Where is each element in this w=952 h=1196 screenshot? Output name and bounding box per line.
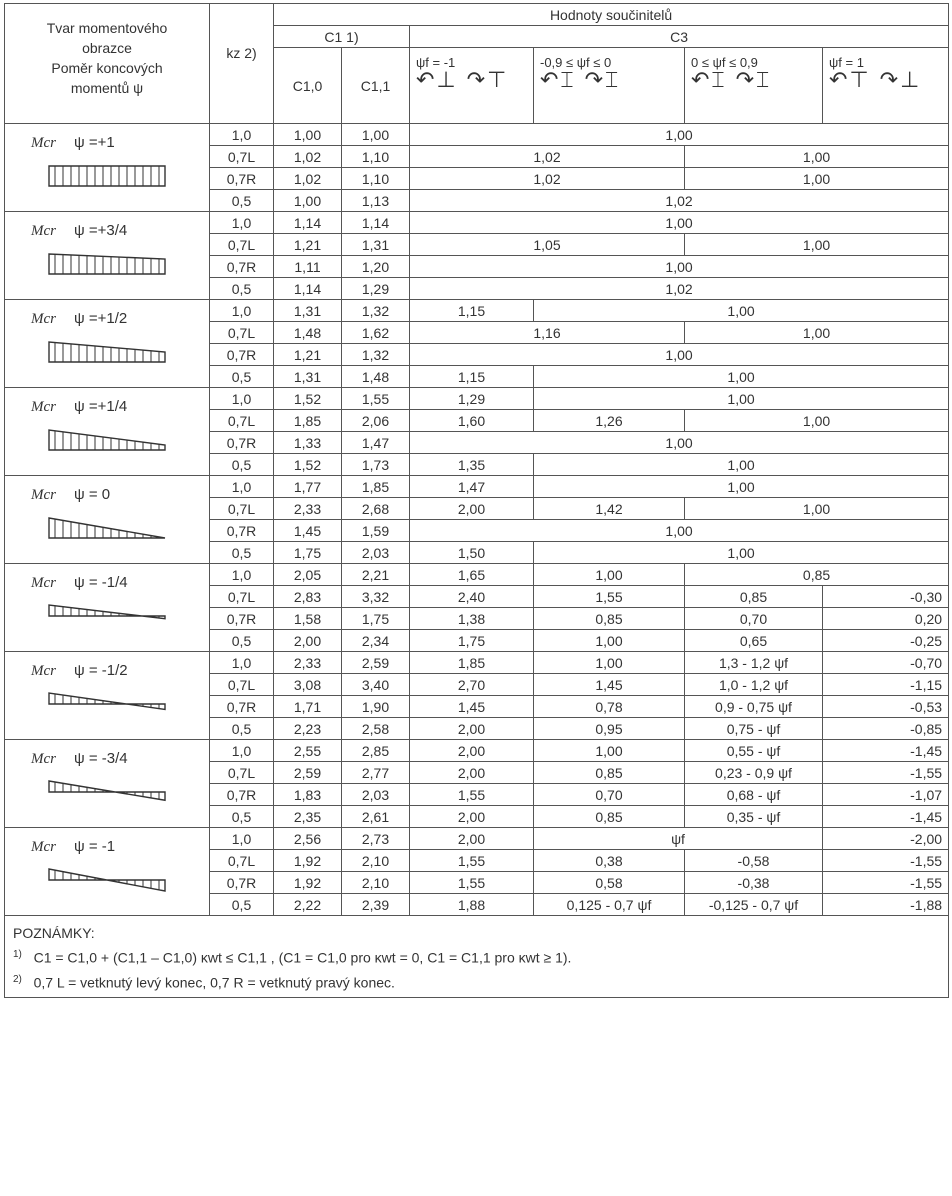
moment-label: [7, 310, 207, 328]
moment-diagram-cell: [5, 828, 210, 916]
c10-cell: 2,33: [274, 498, 342, 520]
c3-cell: 0,125 - 0,7 ψf: [534, 894, 685, 916]
moment-diagram-cell: [5, 652, 210, 740]
moment-diagram-cell: [5, 124, 210, 212]
support-icons-2: ↶⌶ ↷⌶: [540, 68, 621, 93]
c3-cell: 1,00: [534, 564, 685, 586]
c3-cell: 0,20: [823, 608, 949, 630]
kz-cell: 0,5: [210, 278, 274, 300]
moment-diagram-icon: [47, 420, 167, 460]
c10-cell: 1,48: [274, 322, 342, 344]
kz-cell: 1,0: [210, 300, 274, 322]
c3-cell: -0,38: [685, 872, 823, 894]
c3-cell: 1,0 - 1,2 ψf: [685, 674, 823, 696]
c3-cell: 1,00: [685, 410, 949, 432]
c11-cell: 1,13: [342, 190, 410, 212]
c10-cell: 1,00: [274, 124, 342, 146]
c10-cell: 1,21: [274, 344, 342, 366]
c10-cell: 1,58: [274, 608, 342, 630]
kz-cell: 0,7R: [210, 784, 274, 806]
c11-cell: 2,68: [342, 498, 410, 520]
c11-cell: 1,10: [342, 146, 410, 168]
c10-cell: 2,22: [274, 894, 342, 916]
mcr-label: Mcr: [31, 135, 56, 151]
c3-cell: 1,00: [685, 322, 949, 344]
header-c3-col-2: [534, 48, 685, 124]
c3-cell: 1,55: [410, 784, 534, 806]
c3-cell: 1,55: [410, 850, 534, 872]
header-kz: kz 2): [210, 4, 274, 124]
c3-cell: 1,00: [410, 212, 949, 234]
coefficient-table-page: [4, 3, 948, 998]
moment-label: [7, 662, 207, 680]
kz-cell: 0,7L: [210, 410, 274, 432]
table-body: [5, 124, 949, 916]
notes-title: POZNÁMKY:: [13, 925, 95, 941]
notes-row: [5, 916, 949, 998]
c10-cell: 2,33: [274, 652, 342, 674]
psi-ratio-label: ψ = -1/2: [74, 662, 128, 679]
c3-cell: 1,15: [410, 366, 534, 388]
c3-cell: 2,00: [410, 806, 534, 828]
c11-cell: 1,10: [342, 168, 410, 190]
c10-cell: 2,05: [274, 564, 342, 586]
c3-cell: 1,00: [534, 476, 949, 498]
c3-cell: 1,29: [410, 388, 534, 410]
c3-cell: 0,95: [534, 718, 685, 740]
c11-cell: 1,55: [342, 388, 410, 410]
c3-cell: 1,02: [410, 168, 685, 190]
mcr-label: Mcr: [31, 575, 56, 591]
c3-cell: 1,00: [534, 542, 949, 564]
psi-ratio-label: ψ =+3/4: [74, 222, 128, 239]
c10-cell: 1,31: [274, 300, 342, 322]
moment-diagram-icon: [47, 772, 167, 812]
c3-cell: -0,30: [823, 586, 949, 608]
c11-cell: 2,85: [342, 740, 410, 762]
kz-cell: 1,0: [210, 828, 274, 850]
c3-cell: 2,40: [410, 586, 534, 608]
header-shape-line-1: Tvar momentového: [46, 20, 168, 36]
c11-cell: 1,85: [342, 476, 410, 498]
moment-diagram-icon: [47, 332, 167, 372]
kz-cell: 0,5: [210, 894, 274, 916]
c10-cell: 1,52: [274, 388, 342, 410]
c10-cell: 1,14: [274, 212, 342, 234]
moment-label: [7, 134, 207, 152]
c10-cell: 1,33: [274, 432, 342, 454]
c11-cell: 3,40: [342, 674, 410, 696]
kz-cell: 0,7R: [210, 872, 274, 894]
c10-cell: 1,14: [274, 278, 342, 300]
c10-cell: 2,23: [274, 718, 342, 740]
kz-cell: 0,7R: [210, 168, 274, 190]
support-icons-1: ↶⊥ ↷⊤: [416, 68, 509, 93]
c11-cell: 2,58: [342, 718, 410, 740]
mcr-label: Mcr: [31, 663, 56, 679]
c3-cell: 1,45: [410, 696, 534, 718]
c3-cell: 2,70: [410, 674, 534, 696]
c11-cell: 2,21: [342, 564, 410, 586]
moment-label: [7, 486, 207, 504]
c11-cell: 1,00: [342, 124, 410, 146]
header-c11: C1,1: [342, 48, 410, 124]
support-icons-3: ↶⌶ ↷⌶: [691, 68, 772, 93]
kz-cell: 0,5: [210, 542, 274, 564]
c11-cell: 2,73: [342, 828, 410, 850]
c3-cell: 1,02: [410, 190, 949, 212]
c3-cell: 2,00: [410, 718, 534, 740]
c11-cell: 2,39: [342, 894, 410, 916]
c3-cell: 1,00: [534, 300, 949, 322]
c3-cell: 1,00: [534, 388, 949, 410]
c3-cell: -0,53: [823, 696, 949, 718]
moment-diagram-icon: [47, 860, 167, 900]
c11-cell: 1,90: [342, 696, 410, 718]
table-row: [5, 212, 949, 234]
c3-cell: 0,55 - ψf: [685, 740, 823, 762]
kz-cell: 1,0: [210, 564, 274, 586]
c10-cell: 1,75: [274, 542, 342, 564]
c10-cell: 1,02: [274, 146, 342, 168]
c3-cell: 1,00: [685, 234, 949, 256]
c10-cell: 1,31: [274, 366, 342, 388]
header-shape-line-2: obrazce: [82, 40, 132, 56]
table-row: [5, 124, 949, 146]
c3-cell: 1,15: [410, 300, 534, 322]
header-shape-line-3: Poměr koncových: [51, 60, 163, 76]
c11-cell: 1,14: [342, 212, 410, 234]
c3-cell: -1,88: [823, 894, 949, 916]
moment-diagram-cell: [5, 388, 210, 476]
moment-diagram-icon: [47, 684, 167, 724]
mcr-label: Mcr: [31, 751, 56, 767]
c10-cell: 1,92: [274, 850, 342, 872]
note-1: [13, 944, 940, 969]
c3-cell: 0,68 - ψf: [685, 784, 823, 806]
psi-ratio-label: ψ =+1: [74, 134, 115, 151]
note-2-text: 0,7 L = vetknutý levý konec, 0,7 R = vetknutý pravý konec.: [33, 974, 395, 991]
kz-cell: 1,0: [210, 652, 274, 674]
c11-cell: 1,20: [342, 256, 410, 278]
kz-cell: 0,7R: [210, 520, 274, 542]
moment-diagram-cell: [5, 476, 210, 564]
c3-cell: 0,85: [534, 762, 685, 784]
kz-cell: 1,0: [210, 388, 274, 410]
kz-cell: 0,7L: [210, 586, 274, 608]
moment-diagram-cell: [5, 300, 210, 388]
c10-cell: 1,85: [274, 410, 342, 432]
psi-ratio-label: ψ =+1/2: [74, 310, 128, 327]
moment-diagram-cell: [5, 212, 210, 300]
c10-cell: 3,08: [274, 674, 342, 696]
c3-cell: -1,45: [823, 806, 949, 828]
c3-cell: 1,65: [410, 564, 534, 586]
c3-cell: 0,9 - 0,75 ψf: [685, 696, 823, 718]
table-row: [5, 828, 949, 850]
notes-cell: [5, 916, 949, 998]
c3-cell: 1,85: [410, 652, 534, 674]
c3-cell: 1,00: [685, 168, 949, 190]
c3-cell: 0,85: [685, 564, 949, 586]
table-row: [5, 388, 949, 410]
note-1-text: C1 = C1,0 + (C1,1 – C1,0) κwt ≤ C1,1 , (C1 = C1,0 pro κwt = 0, C1 = C1,1 pro κwt ≥ 1).: [33, 949, 572, 966]
kz-cell: 0,7R: [210, 256, 274, 278]
c11-cell: 1,59: [342, 520, 410, 542]
kz-cell: 0,7R: [210, 344, 274, 366]
c3-cell: 0,85: [534, 806, 685, 828]
c3-cell: 1,16: [410, 322, 685, 344]
kz-cell: 0,7L: [210, 322, 274, 344]
table-header: [5, 4, 949, 124]
c3-cell: 1,88: [410, 894, 534, 916]
c3-cell: 1,00: [534, 630, 685, 652]
c3-cell: 1,00: [410, 432, 949, 454]
c3-cell: 1,00: [534, 652, 685, 674]
c3-cell: 1,00: [685, 498, 949, 520]
table-row: [5, 564, 949, 586]
c10-cell: 1,11: [274, 256, 342, 278]
c3-cell: 0,23 - 0,9 ψf: [685, 762, 823, 784]
c11-cell: 2,10: [342, 850, 410, 872]
header-values-title: Hodnoty součinitelů: [274, 4, 949, 26]
c3-cell: 2,00: [410, 740, 534, 762]
c3-cell: -1,55: [823, 872, 949, 894]
c3-cell: 2,00: [410, 498, 534, 520]
c3-cell: 1,55: [534, 586, 685, 608]
c3-cell: 2,00: [410, 762, 534, 784]
c10-cell: 2,56: [274, 828, 342, 850]
c3-cell: 1,38: [410, 608, 534, 630]
header-c3-col-1: [410, 48, 534, 124]
moment-diagram-icon: [47, 156, 167, 196]
mcr-label: Mcr: [31, 311, 56, 327]
header-shape-line-4: momentů ψ: [70, 80, 144, 96]
c3-cell: 1,75: [410, 630, 534, 652]
support-icons-4: ↶⊤ ↷⊥: [829, 68, 922, 93]
kz-cell: 0,7L: [210, 850, 274, 872]
psi-ratio-label: ψ = -3/4: [74, 750, 128, 767]
c3-cell: -1,55: [823, 850, 949, 872]
c3-cell: 0,38: [534, 850, 685, 872]
c3-cell: 1,42: [534, 498, 685, 520]
moment-diagram-cell: [5, 740, 210, 828]
c11-cell: 2,03: [342, 784, 410, 806]
c3-cell: 2,00: [410, 828, 534, 850]
c3-cell: 1,02: [410, 278, 949, 300]
moment-label: [7, 838, 207, 856]
kz-cell: 0,5: [210, 630, 274, 652]
c10-cell: 2,55: [274, 740, 342, 762]
kz-cell: 0,7L: [210, 234, 274, 256]
header-c3: C3: [410, 26, 949, 48]
table-row: [5, 652, 949, 674]
header-shape: [5, 4, 210, 124]
kz-cell: 1,0: [210, 124, 274, 146]
c11-cell: 2,59: [342, 652, 410, 674]
moment-label: [7, 222, 207, 240]
c10-cell: 2,35: [274, 806, 342, 828]
kz-cell: 0,5: [210, 454, 274, 476]
c3-cell: 1,3 - 1,2 ψf: [685, 652, 823, 674]
psi-ratio-label: ψ = 0: [74, 486, 111, 503]
kz-cell: 1,0: [210, 740, 274, 762]
c10-cell: 1,00: [274, 190, 342, 212]
c3-cell: -0,25: [823, 630, 949, 652]
c3-cell: 1,00: [410, 520, 949, 542]
psi-ratio-label: ψ = -1: [74, 838, 116, 855]
table-row: [5, 740, 949, 762]
moment-diagram-icon: [47, 596, 167, 636]
psi-ratio-label: ψ = -1/4: [74, 574, 128, 591]
c11-cell: 1,62: [342, 322, 410, 344]
c11-cell: 3,32: [342, 586, 410, 608]
c10-cell: 1,02: [274, 168, 342, 190]
c3-cell: -1,15: [823, 674, 949, 696]
note-2-mark: 2): [13, 973, 22, 985]
c11-cell: 1,29: [342, 278, 410, 300]
mcr-label: Mcr: [31, 399, 56, 415]
c11-cell: 2,34: [342, 630, 410, 652]
c3-cell: 1,47: [410, 476, 534, 498]
c3-cell: 1,00: [534, 366, 949, 388]
c3-cell: 0,70: [685, 608, 823, 630]
c3-cell: -0,125 - 0,7 ψf: [685, 894, 823, 916]
c11-cell: 1,47: [342, 432, 410, 454]
kz-cell: 0,7R: [210, 696, 274, 718]
header-c3-col-4: [823, 48, 949, 124]
c11-cell: 2,61: [342, 806, 410, 828]
c3-cell: 0,65: [685, 630, 823, 652]
coefficient-table: [4, 3, 949, 998]
c3-cell: -0,58: [685, 850, 823, 872]
moment-label: [7, 574, 207, 592]
c10-cell: 1,92: [274, 872, 342, 894]
c3-cell: 0,35 - ψf: [685, 806, 823, 828]
kz-cell: 0,7L: [210, 146, 274, 168]
c3-cell: 0,75 - ψf: [685, 718, 823, 740]
header-c3-col-3-label: 0 ≤ ψf ≤ 0,9: [691, 55, 758, 70]
c3-cell: 1,00: [534, 454, 949, 476]
note-2: [13, 969, 940, 994]
c10-cell: 1,83: [274, 784, 342, 806]
c3-cell: 0,78: [534, 696, 685, 718]
note-1-mark: 1): [13, 949, 22, 960]
c11-cell: 1,73: [342, 454, 410, 476]
c11-cell: 1,32: [342, 300, 410, 322]
table-row: [5, 300, 949, 322]
moment-label: [7, 750, 207, 768]
header-c3-col-1-label: ψf = -1: [416, 55, 456, 70]
header-c1: C1 1): [274, 26, 410, 48]
kz-cell: 1,0: [210, 476, 274, 498]
c3-cell: 1,00: [534, 740, 685, 762]
kz-cell: 0,5: [210, 190, 274, 212]
kz-cell: 0,7L: [210, 762, 274, 784]
c10-cell: 2,59: [274, 762, 342, 784]
c3-cell: 1,35: [410, 454, 534, 476]
mcr-label: Mcr: [31, 223, 56, 239]
header-c3-col-3: [685, 48, 823, 124]
kz-cell: 0,7L: [210, 674, 274, 696]
c3-cell: 1,02: [410, 146, 685, 168]
c3-cell: -2,00: [823, 828, 949, 850]
kz-cell: 0,5: [210, 718, 274, 740]
c10-cell: 1,52: [274, 454, 342, 476]
c3-cell: 1,00: [410, 124, 949, 146]
c11-cell: 2,77: [342, 762, 410, 784]
c3-cell: 1,60: [410, 410, 534, 432]
c3-cell: 0,85: [685, 586, 823, 608]
moment-diagram-cell: [5, 564, 210, 652]
kz-cell: 0,7L: [210, 498, 274, 520]
c11-cell: 1,31: [342, 234, 410, 256]
c3-cell: 1,00: [685, 146, 949, 168]
c3-cell: -0,70: [823, 652, 949, 674]
table-row: [5, 476, 949, 498]
c3-cell: 0,58: [534, 872, 685, 894]
kz-cell: 0,5: [210, 366, 274, 388]
c10-cell: 2,83: [274, 586, 342, 608]
c3-cell: 1,45: [534, 674, 685, 696]
moment-diagram-icon: [47, 244, 167, 284]
moment-label: [7, 398, 207, 416]
header-c3-col-4-label: ψf = 1: [829, 55, 864, 70]
c10-cell: 1,71: [274, 696, 342, 718]
c11-cell: 2,10: [342, 872, 410, 894]
c3-cell: 0,70: [534, 784, 685, 806]
c11-cell: 2,06: [342, 410, 410, 432]
c11-cell: 1,32: [342, 344, 410, 366]
mcr-label: Mcr: [31, 487, 56, 503]
c3-cell: 1,55: [410, 872, 534, 894]
c3-cell: -0,85: [823, 718, 949, 740]
c3-cell: ψf: [534, 828, 823, 850]
c10-cell: 1,45: [274, 520, 342, 542]
kz-cell: 0,7R: [210, 432, 274, 454]
c10-cell: 1,21: [274, 234, 342, 256]
kz-cell: 1,0: [210, 212, 274, 234]
c11-cell: 2,03: [342, 542, 410, 564]
c10-cell: 2,00: [274, 630, 342, 652]
kz-cell: 0,7R: [210, 608, 274, 630]
c3-cell: -1,07: [823, 784, 949, 806]
mcr-label: Mcr: [31, 839, 56, 855]
c3-cell: 1,00: [410, 344, 949, 366]
psi-ratio-label: ψ =+1/4: [74, 398, 128, 415]
moment-diagram-icon: [47, 508, 167, 548]
c3-cell: 1,00: [410, 256, 949, 278]
header-c10: C1,0: [274, 48, 342, 124]
c10-cell: 1,77: [274, 476, 342, 498]
c3-cell: 1,50: [410, 542, 534, 564]
c11-cell: 1,75: [342, 608, 410, 630]
header-c3-col-2-label: -0,9 ≤ ψf ≤ 0: [540, 55, 612, 70]
c11-cell: 1,48: [342, 366, 410, 388]
c3-cell: 0,85: [534, 608, 685, 630]
c3-cell: -1,55: [823, 762, 949, 784]
c3-cell: 1,05: [410, 234, 685, 256]
c3-cell: 1,26: [534, 410, 685, 432]
c3-cell: -1,45: [823, 740, 949, 762]
kz-cell: 0,5: [210, 806, 274, 828]
